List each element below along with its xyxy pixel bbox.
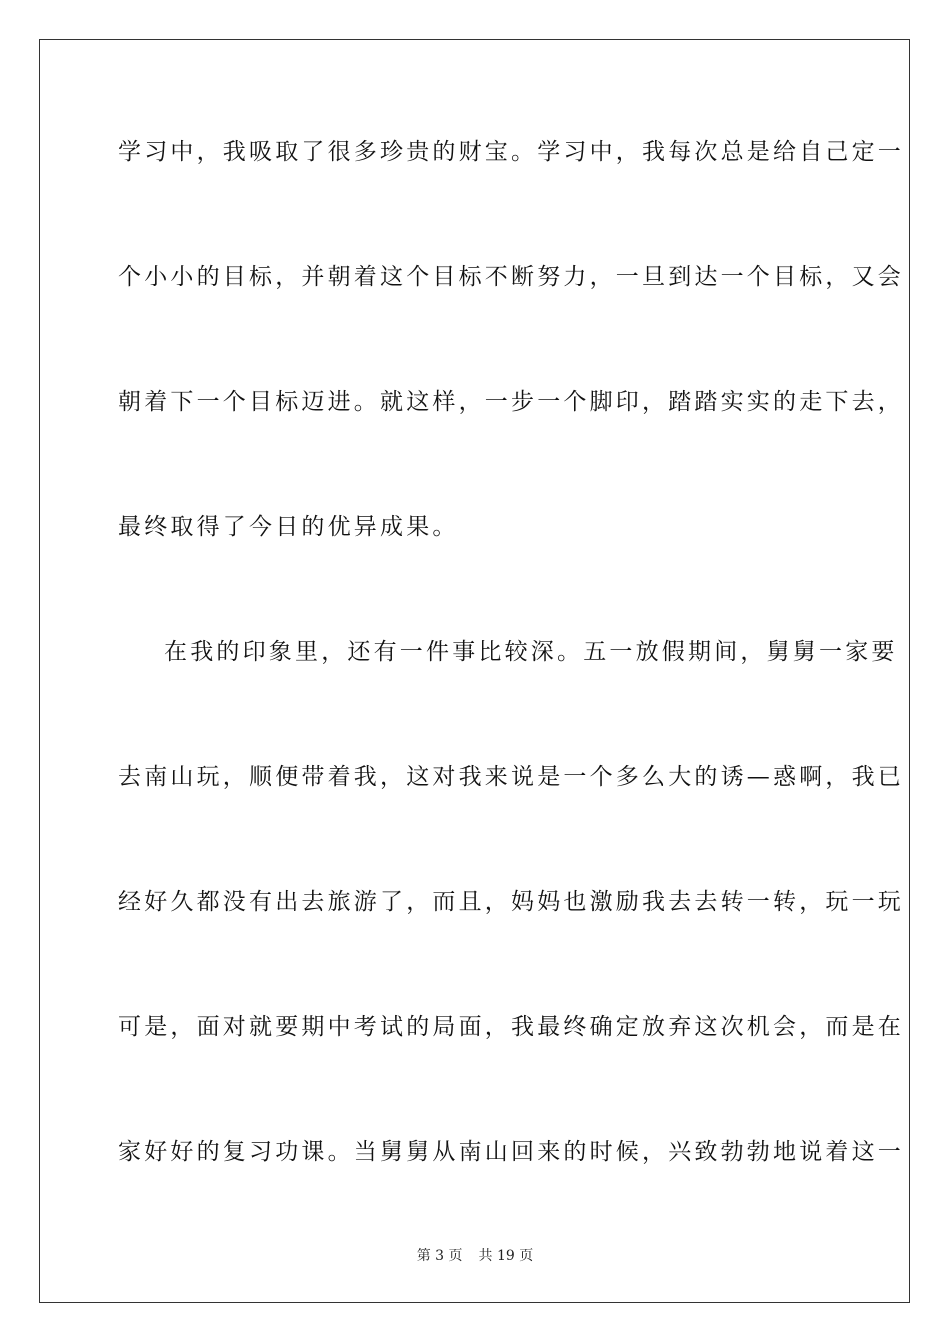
text-line-8: 可是，面对就要期中考试的局面，我最终确定放弃这次机会，而是在 [118,1014,904,1040]
text-line-5-paragraph-start: 在我的印象里，还有一件事比较深。五一放假期间，舅舅一家要 [164,639,898,665]
text-line-4: 最终取得了今日的优异成果。 [118,514,459,540]
page-number: 第 3 页 [416,1248,463,1264]
text-line-7: 经好久都没有出去旅游了，而且，妈妈也激励我去去转一转，玩一玩 [118,889,904,915]
page-frame [39,39,910,1303]
page-total: 共 19 页 [478,1248,534,1264]
text-line-6: 去南山玩，顺便带着我，这对我来说是一个多么大的诱—惑啊，我已 [118,764,904,790]
text-line-2: 个小小的目标，并朝着这个目标不断努力，一旦到达一个目标，又会 [118,264,904,290]
page-footer [0,1247,950,1265]
text-line-9: 家好好的复习功课。当舅舅从南山回来的时候，兴致勃勃地说着这一 [118,1139,904,1165]
text-line-1: 学习中，我吸取了很多珍贵的财宝。学习中，我每次总是给自己定一 [118,139,904,165]
text-line-3: 朝着下一个目标迈进。就这样，一步一个脚印，踏踏实实的走下去， [118,389,904,415]
